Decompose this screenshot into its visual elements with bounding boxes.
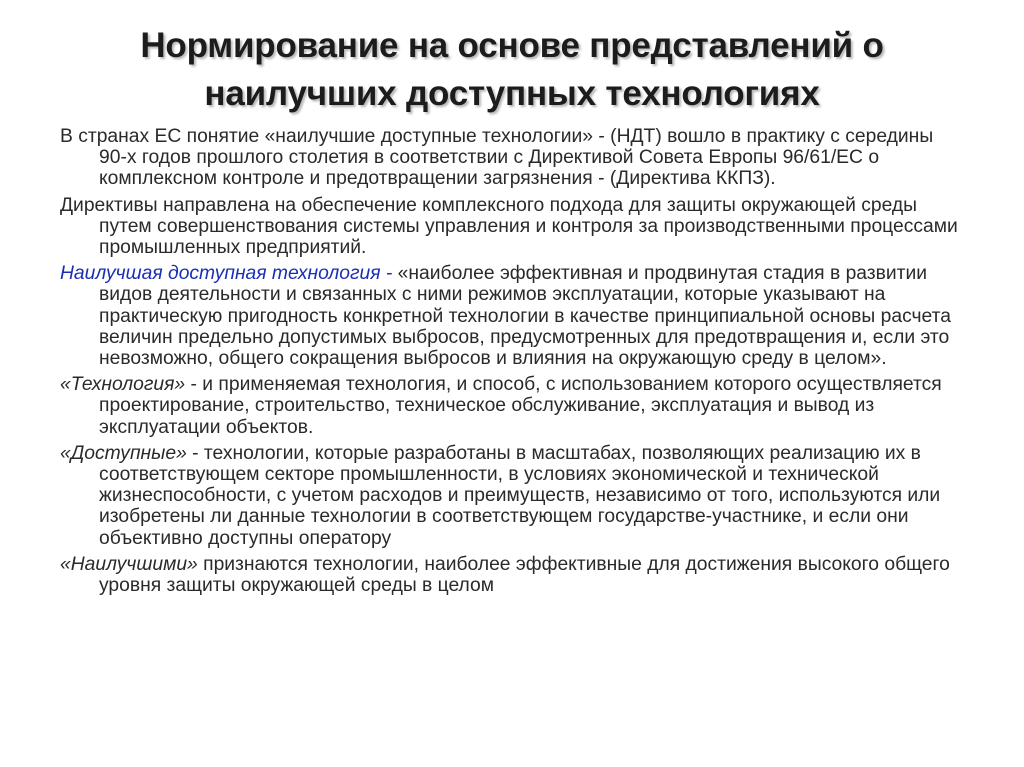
paragraph-text: - технологии, которые разработаны в масштабах, позволяющих реализацию их в соответствующем секторе промышленности, в условиях экономической и технической жизнеспособности, с учетом расходов и преимуществ, независимо от того, используются или изобретены ли данные технологии в соответствующем государстве-участнике, и если они объективно доступны оператору xyxy=(99,442,941,549)
paragraph-text: - и применяемая технология, и способ, с использованием которого осуществляется проектирование, строительство, техническое обслуживание, эксплуатация и вывод из эксплуатации объектов. xyxy=(99,374,942,438)
paragraph-technology xyxy=(60,374,960,438)
paragraph-bat-definition xyxy=(60,263,960,369)
slide-body xyxy=(60,126,960,601)
paragraph-eu-ndt xyxy=(60,126,960,190)
title-line-1: Нормирование на основе представлений о xyxy=(140,26,884,65)
paragraph-text: признаются технологии, наиболее эффективные для достижения высокого общего уровня защиты окружающей среды в целом xyxy=(99,553,950,597)
paragraph-text: Директивы направлена на обеспечение комплексного подхода для защиты окружающей среды путем совершенствования системы управления и контроля за производственными процессами промышленных предприятий. xyxy=(60,194,958,259)
term-technology: «Технология» xyxy=(60,374,186,396)
term-best: «Наилучшими» xyxy=(60,553,198,575)
paragraph-available xyxy=(60,443,960,549)
paragraph-directive xyxy=(60,195,960,259)
paragraph-text: В странах ЕС понятие «наилучшие доступные технологии» - (НДТ) вошло в практику с середины 90-х годов прошлого столетия в соответствии с Директивой Совета Европы 96/61/ЕС о комплексном контроле и предотвращении загрязнения - (Директива ККПЗ). xyxy=(60,126,934,190)
term-available: «Доступные» xyxy=(60,442,187,464)
title-line-2: наилучших доступных технологиях xyxy=(204,74,820,113)
slide-title xyxy=(40,22,984,118)
paragraph-text: «наиболее эффективная и продвинутая стадия в развитии видов деятельности и связанных с ними режимов эксплуатации, которые указывают на практическую пригодность конкретной технологии в качестве принципиальной основы расчета величин предельно допустимых выбросов, предусмотренных для предотвращения и, если это невозможно, общего сокращения выбросов и влияния на окружающую среду в целом». xyxy=(99,263,951,370)
paragraph-best xyxy=(60,554,960,596)
term-bat: Наилучшая доступная технология - xyxy=(60,263,393,285)
